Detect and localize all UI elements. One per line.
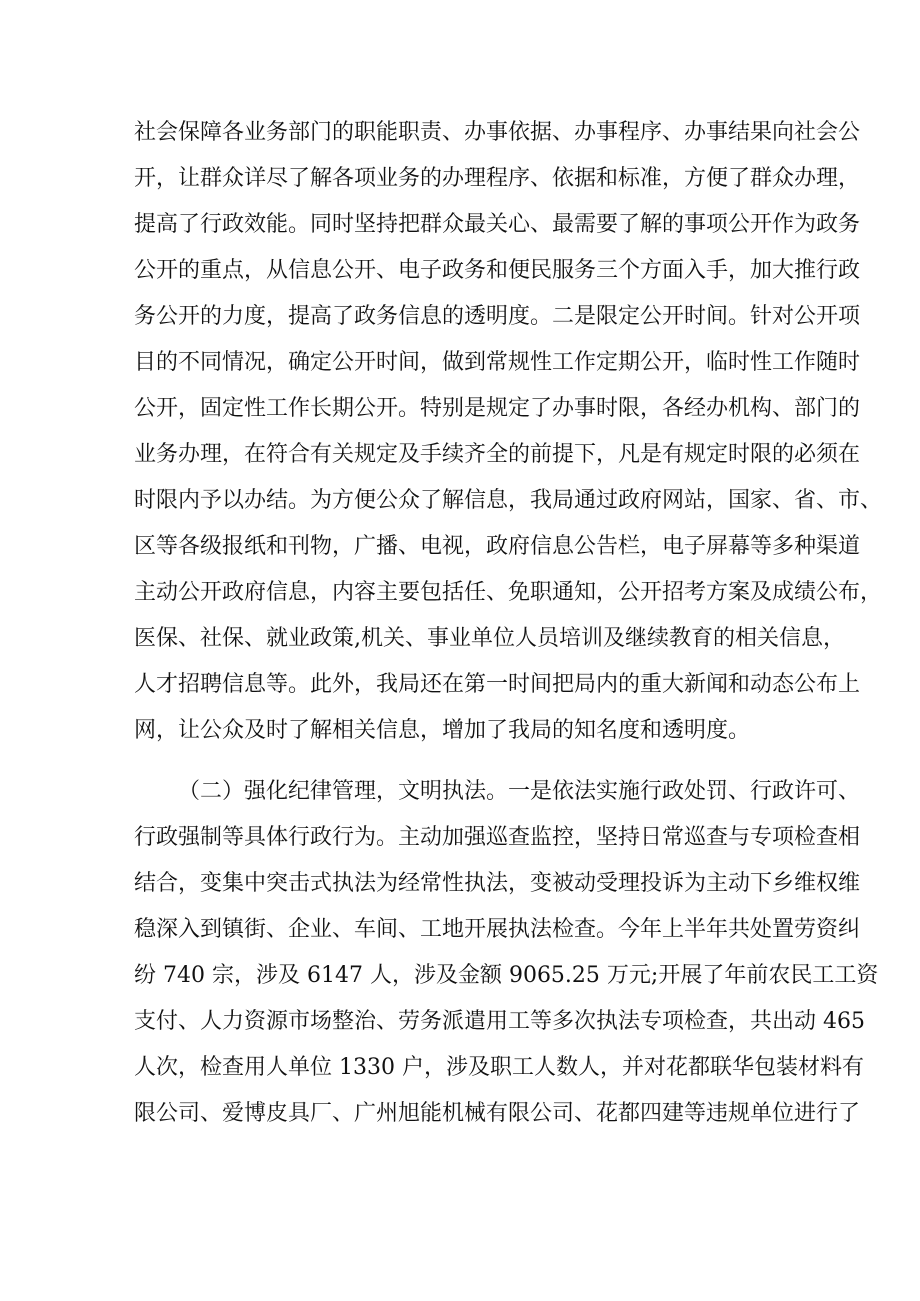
- paragraph-line: 公开的重点，从信息公开、电子政务和便民服务三个方面入手，加大推行政: [134, 258, 861, 283]
- paragraph-line: 公开，固定性工作长期公开。特别是规定了办事时限，各经办机构、部门的: [134, 396, 861, 421]
- paragraph-line: 限公司、爱博皮具厂、广州旭能机械有限公司、花都四建等违规单位进行了: [134, 1101, 861, 1126]
- paragraph-line: 人次，检查用人单位 1330 户，涉及职工人数人，并对花都联华包装材料有: [134, 1055, 864, 1080]
- paragraph-line: 人才招聘信息等。此外，我局还在第一时间把局内的重大新闻和动态公布上: [134, 672, 861, 697]
- paragraph-line: 务公开的力度，提高了政务信息的透明度。二是限定公开时间。针对公开项: [134, 304, 861, 329]
- paragraph-line: 网，让公众及时了解相关信息，增加了我局的知名度和透明度。: [134, 718, 751, 743]
- paragraph-line: 时限内予以办结。为方便公众了解信息，我局通过政府网站，国家、省、市、: [134, 488, 883, 513]
- paragraph-line: 结合，变集中突击式执法为经常性执法，变被动受理投诉为主动下乡维权维: [134, 871, 861, 896]
- paragraph-line: 纷 740 宗，涉及 6147 人，涉及金额 9065.25 万元;开展了年前农民工工资: [134, 963, 879, 988]
- paragraph-line: 开，让群众详尽了解各项业务的办理程序、依据和标准，方便了群众办理，: [134, 166, 861, 191]
- paragraph-line: 区等各级报纸和刊物，广播、电视，政府信息公告栏，电子屏幕等多种渠道: [134, 534, 861, 559]
- paragraph-line: 社会保障各业务部门的职能职责、办事依据、办事程序、办事结果向社会公: [134, 120, 861, 145]
- paragraph-line: 主动公开政府信息，内容主要包括任、免职通知，公开招考方案及成绩公布，: [134, 580, 883, 605]
- paragraph-line: 业务办理，在符合有关规定及手续齐全的前提下，凡是有规定时限的必须在: [134, 442, 861, 467]
- paragraph-heading-line: （二）强化纪律管理，文明执法。一是依法实施行政处罚、行政许可、: [178, 779, 861, 804]
- paragraph-line: 医保、社保、就业政策,机关、事业单位人员培训及继续教育的相关信息，: [134, 626, 845, 651]
- paragraph-line: 稳深入到镇街、企业、车间、工地开展执法检查。今年上半年共处置劳资纠: [134, 917, 861, 942]
- paragraph-line: 提高了行政效能。同时坚持把群众最关心、最需要了解的事项公开作为政务: [134, 212, 861, 237]
- paragraph-line: 支付、人力资源市场整治、劳务派遣用工等多次执法专项检查，共出动 465: [134, 1009, 865, 1034]
- paragraph-line: 目的不同情况，确定公开时间，做到常规性工作定期公开，临时性工作随时: [134, 350, 861, 375]
- paragraph-line: 行政强制等具体行政行为。主动加强巡查监控，坚持日常巡查与专项检查相: [134, 825, 861, 850]
